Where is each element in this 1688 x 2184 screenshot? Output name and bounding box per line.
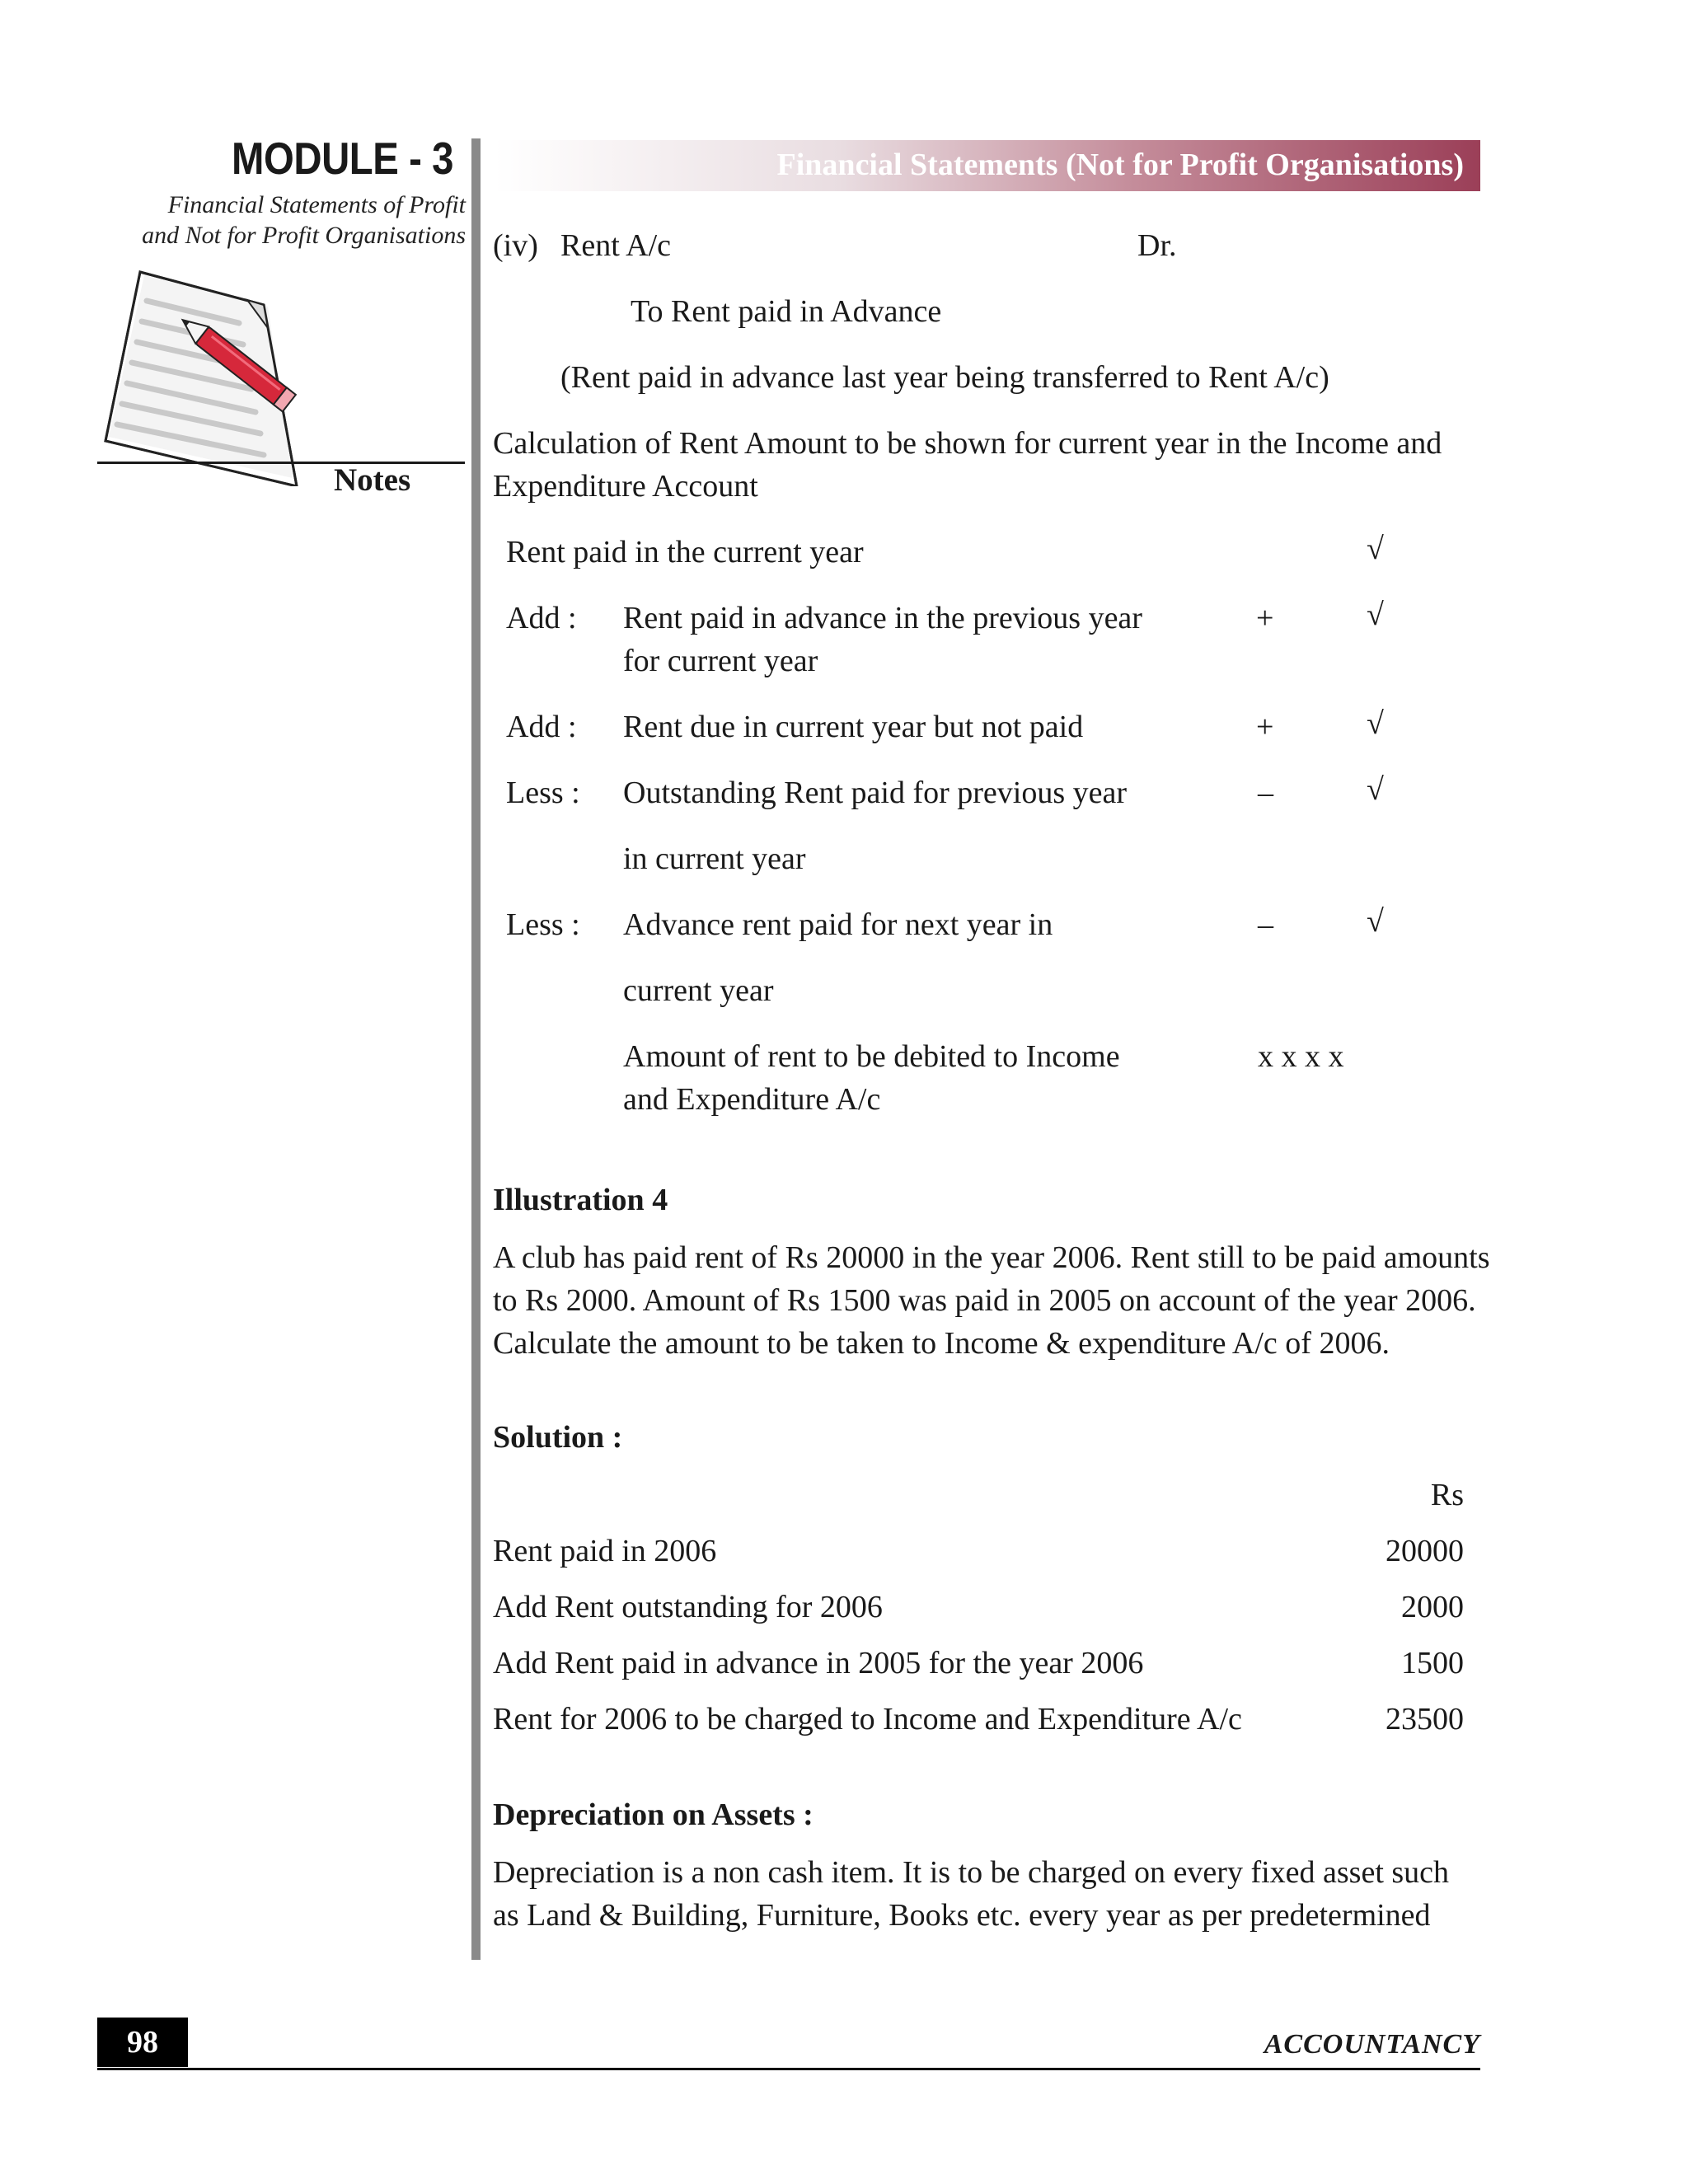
footer-subject: ACCOUNTANCY — [1264, 2029, 1480, 2060]
solution-currency: Rs — [1430, 1478, 1464, 1512]
depreciation-line-2: as Land & Building, Furniture, Books etc. every year as per predetermined — [493, 1898, 1431, 1933]
module-subtitle-line-2: and Not for Profit Organisations — [142, 222, 466, 249]
calc-row-2-check: √ — [1367, 598, 1384, 632]
calc-row-4-prefix: Less : — [506, 776, 580, 810]
calc-row-1-check: √ — [1367, 532, 1384, 566]
entry-narration: (Rent paid in advance last year being transferred to Rent A/c) — [560, 360, 1329, 395]
calc-row-3-text: Rent due in current year but not paid — [623, 710, 1084, 744]
calc-intro-line-2: Expenditure Account — [493, 469, 758, 504]
calc-row-2-text: Rent paid in advance in the previous year — [623, 601, 1142, 635]
solution-row-3-value: 1500 — [1401, 1646, 1464, 1680]
solution-row-4-label: Rent for 2006 to be charged to Income and Expenditure A/c — [493, 1702, 1242, 1736]
entry-debit-account: Rent A/c — [560, 228, 672, 263]
solution-row-4-value: 23500 — [1386, 1702, 1464, 1736]
module-title: MODULE - 3 — [232, 133, 453, 184]
entry-credit-line: To Rent paid in Advance — [631, 294, 942, 329]
calc-total-value: x x x x — [1258, 1039, 1344, 1074]
calc-row-1-text: Rent paid in the current year — [506, 535, 864, 569]
calc-row-3-prefix: Add : — [506, 710, 577, 744]
calc-row-5-prefix: Less : — [506, 907, 580, 942]
calc-row-4-sign: – — [1258, 776, 1273, 810]
solution-row-3-label: Add Rent paid in advance in 2005 for the year 2006 — [493, 1646, 1144, 1680]
module-subtitle — [115, 190, 466, 251]
header-banner-title: Financial Statements (Not for Profit Organisations) — [776, 148, 1464, 182]
illustration-heading: Illustration 4 — [493, 1183, 668, 1217]
calc-row-2-sign: + — [1256, 601, 1274, 635]
calc-total-line-2: and Expenditure A/c — [623, 1082, 881, 1117]
entry-number: (iv) — [493, 228, 538, 263]
calc-row-5-check: √ — [1367, 904, 1384, 939]
solution-row-1-value: 20000 — [1386, 1534, 1464, 1568]
footer-rule — [97, 2068, 1480, 2070]
calc-row-2-prefix: Add : — [506, 601, 577, 635]
depreciation-heading: Depreciation on Assets : — [493, 1797, 814, 1832]
calc-row-2-text-cont: for current year — [623, 644, 818, 678]
calc-row-3-sign: + — [1256, 710, 1274, 744]
calc-intro-line-1: Calculation of Rent Amount to be shown for current year in the Income and — [493, 426, 1442, 461]
depreciation-line-1: Depreciation is a non cash item. It is to be charged on every fixed asset such — [493, 1855, 1450, 1890]
notes-label: Notes — [334, 462, 411, 498]
margin-bar — [471, 138, 481, 1960]
calc-row-4-check: √ — [1367, 772, 1384, 807]
solution-row-1-label: Rent paid in 2006 — [493, 1534, 717, 1568]
calc-row-5-text-cont: current year — [623, 973, 774, 1008]
illustration-line-1: A club has paid rent of Rs 20000 in the year 2006. Rent still to be paid amounts — [493, 1240, 1490, 1275]
solution-heading: Solution : — [493, 1420, 623, 1455]
solution-row-2-value: 2000 — [1401, 1590, 1464, 1624]
solution-row-2-label: Add Rent outstanding for 2006 — [493, 1590, 883, 1624]
entry-dr-label: Dr. — [1137, 228, 1177, 263]
notes-pencil-icon — [99, 264, 330, 486]
calc-row-4-text: Outstanding Rent paid for previous year — [623, 776, 1128, 810]
calc-total-line-1: Amount of rent to be debited to Income — [623, 1039, 1120, 1074]
illustration-line-2: to Rs 2000. Amount of Rs 1500 was paid in 2005 on account of the year 2006. — [493, 1283, 1476, 1318]
calc-row-5-sign: – — [1258, 907, 1273, 942]
calc-row-5-text: Advance rent paid for next year in — [623, 907, 1053, 942]
page-number: 98 — [127, 2025, 158, 2060]
calc-row-4-text-cont: in current year — [623, 841, 806, 876]
calc-row-3-check: √ — [1367, 706, 1384, 741]
module-subtitle-line-1: Financial Statements of Profit — [167, 191, 466, 218]
illustration-line-3: Calculate the amount to be taken to Income & expenditure A/c of 2006. — [493, 1326, 1390, 1361]
